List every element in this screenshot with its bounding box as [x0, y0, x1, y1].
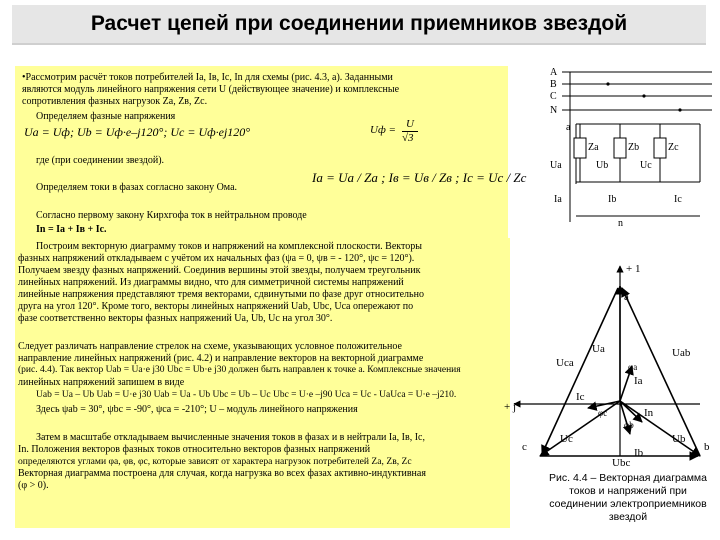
- neutral-label: n: [618, 218, 623, 229]
- ic-label: Ic: [576, 391, 585, 403]
- p4: Определяем токи в фазах согласно закону Ома.: [36, 182, 238, 193]
- ib-label: Ib: [634, 447, 644, 459]
- page-title: Расчет цепей при соединении приемников звездой: [90, 12, 628, 35]
- p8: Uab = Ua – Ub Uab = U·e j30 Uab = Ua - Ub Ubc = Ub – Uc Ubc = U·e –j90 Uca = Uc - UaUca = U·e –j210.: [36, 390, 457, 400]
- vertex-b-label: b: [704, 441, 710, 453]
- p5: Согласно первому закону Кирхгофа ток в нейтральном проводе: [36, 210, 307, 221]
- p7-line0: Следует различать направление стрелок на схеме, указывающих условное положительное: [18, 341, 402, 352]
- node-a-label: a: [566, 122, 571, 133]
- circuit-schematic: [548, 64, 714, 232]
- axis-plus1-label: + 1: [626, 263, 641, 275]
- p5-formula: In = Iа + Iв + Iс.: [36, 224, 107, 235]
- load-za-label: Za: [588, 142, 599, 153]
- p6-line2: Получаем звезду фазных напряжений. Соединив вершины этой звезды, получаем треугольник: [18, 265, 421, 276]
- line-label-a: A: [550, 67, 558, 78]
- p6-line0: Построим векторную диаграмму токов и напряжений на комплексной плоскости. Векторы: [36, 241, 422, 252]
- p7-line2: (рис. 4.4). Так вектор Uab = Ua·e j30 Ubc = Ub·e j30 должен быть направлен к точке а. Комплексные значения: [18, 365, 461, 375]
- p1-line3: сопротивления фазных нагрузок Zа, Zв, Zс.: [22, 96, 208, 107]
- p10-line4: (φ > 0).: [18, 480, 49, 491]
- p6-line3: линейных напряжений. Из диаграммы видно, что для симметричной системы напряжений: [18, 277, 404, 288]
- voltage-uc-label: Uc: [640, 160, 652, 171]
- p10-line0: Затем в масштабе откладываем вычисленные значения токов в фазах и в нейтрали Iа, Iв, Iс,: [36, 432, 425, 443]
- p1-line1: • Рассмотрим расчёт токов потребителей Iа, Iв, Iс, In для схемы (рис. 4.3, а). Заданными: [22, 72, 393, 84]
- p2: Определяем фазные напряжения: [36, 111, 176, 122]
- line-label-n: N: [550, 105, 558, 116]
- uca-label: Uca: [556, 357, 574, 369]
- axis-plusj-label: + j: [504, 401, 517, 413]
- ub-label: Ub: [672, 433, 686, 445]
- load-zc-label: Zc: [668, 142, 679, 153]
- p7-line3: линейных напряжений запишем в виде: [18, 377, 185, 388]
- vertex-c-label: c: [522, 441, 527, 453]
- p6-line1: фазных напряжений откладываем с учётом их начальных фаз (ψa = 0, ψв = - 120°, ψc = 120°).: [18, 253, 415, 264]
- uc-label: Uc: [560, 433, 573, 445]
- current-ib-label: Ib: [608, 194, 617, 205]
- line-label-c: C: [550, 91, 557, 102]
- p10-line2: определяются углами φa, φв, φc, которые зависят от характера нагрузок потребителей Zа, Zв, Zс: [18, 456, 412, 467]
- vertex-a-label: a: [624, 291, 629, 303]
- current-ia-label: Ia: [554, 194, 562, 205]
- formula-uf-num: U: [406, 118, 414, 130]
- p7-line1: направление линейных напряжений (рис. 4.2) и направление векторов на векторной диаграмме: [18, 353, 424, 364]
- phia-label: φa: [628, 362, 638, 372]
- current-ic-label: Ic: [674, 194, 682, 205]
- ia-label: Ia: [634, 375, 643, 387]
- line-label-b: B: [550, 79, 557, 90]
- p9: Здесь ψab = 30°, ψbc = -90°, ψca = -210°; U – модуль линейного напряжения: [36, 404, 358, 415]
- in-label: In: [644, 407, 654, 419]
- formula-currents: Ia = Ua / Za ; Iв = Uв / Zв ; Ic = Uc / Zc: [312, 170, 527, 185]
- voltage-ub-label: Ub: [596, 160, 609, 171]
- phic-label: φc: [598, 408, 608, 418]
- formula-uf-label: Uф =: [370, 124, 396, 136]
- title-bar: [12, 5, 706, 45]
- voltage-ua-label: Ua: [550, 160, 562, 171]
- formula-uf-den: √3: [402, 132, 414, 144]
- p6-line5: друга на угол 120°. Кроме того, векторы линейных напряжений Uab, Ubc, Uca опережают по: [18, 301, 414, 312]
- p10-line1: In. Положения векторов фазных токов относительно векторов фазных напряжений: [18, 444, 371, 455]
- ubc-label: Ubc: [612, 457, 631, 466]
- p1-line2: являются модуль линейного напряжения сети U (действующее значение) и комплексные: [22, 84, 400, 95]
- load-zb-label: Zb: [628, 142, 640, 153]
- figure-caption: Рис. 4.4 – Векторная диаграмма токов и напряжений при соединении электроприемников звездой: [548, 472, 707, 523]
- uab-label: Uab: [672, 347, 691, 359]
- p3: где (при соединении звездой).: [36, 155, 165, 166]
- phib-label: φb: [624, 420, 634, 430]
- p10-line3: Векторная диаграмма построена для случая, когда нагрузка во всех фазах активно-индуктивная: [18, 468, 426, 479]
- vector-diagram: [500, 256, 718, 466]
- formula-phase-voltages: Ua = Uф; Ub = Uф·e–j120°; Uc = Uф·ej120°: [24, 125, 251, 139]
- ua-label: Ua: [592, 343, 605, 355]
- p6-line6: фазе соответственно векторы фазных напряжений Ua, Ub, Uc на угол 30°.: [18, 313, 333, 324]
- p6-line4: линейные напряжения представляют тремя векторами, сдвинутыми по фазе друг относительно: [18, 289, 424, 300]
